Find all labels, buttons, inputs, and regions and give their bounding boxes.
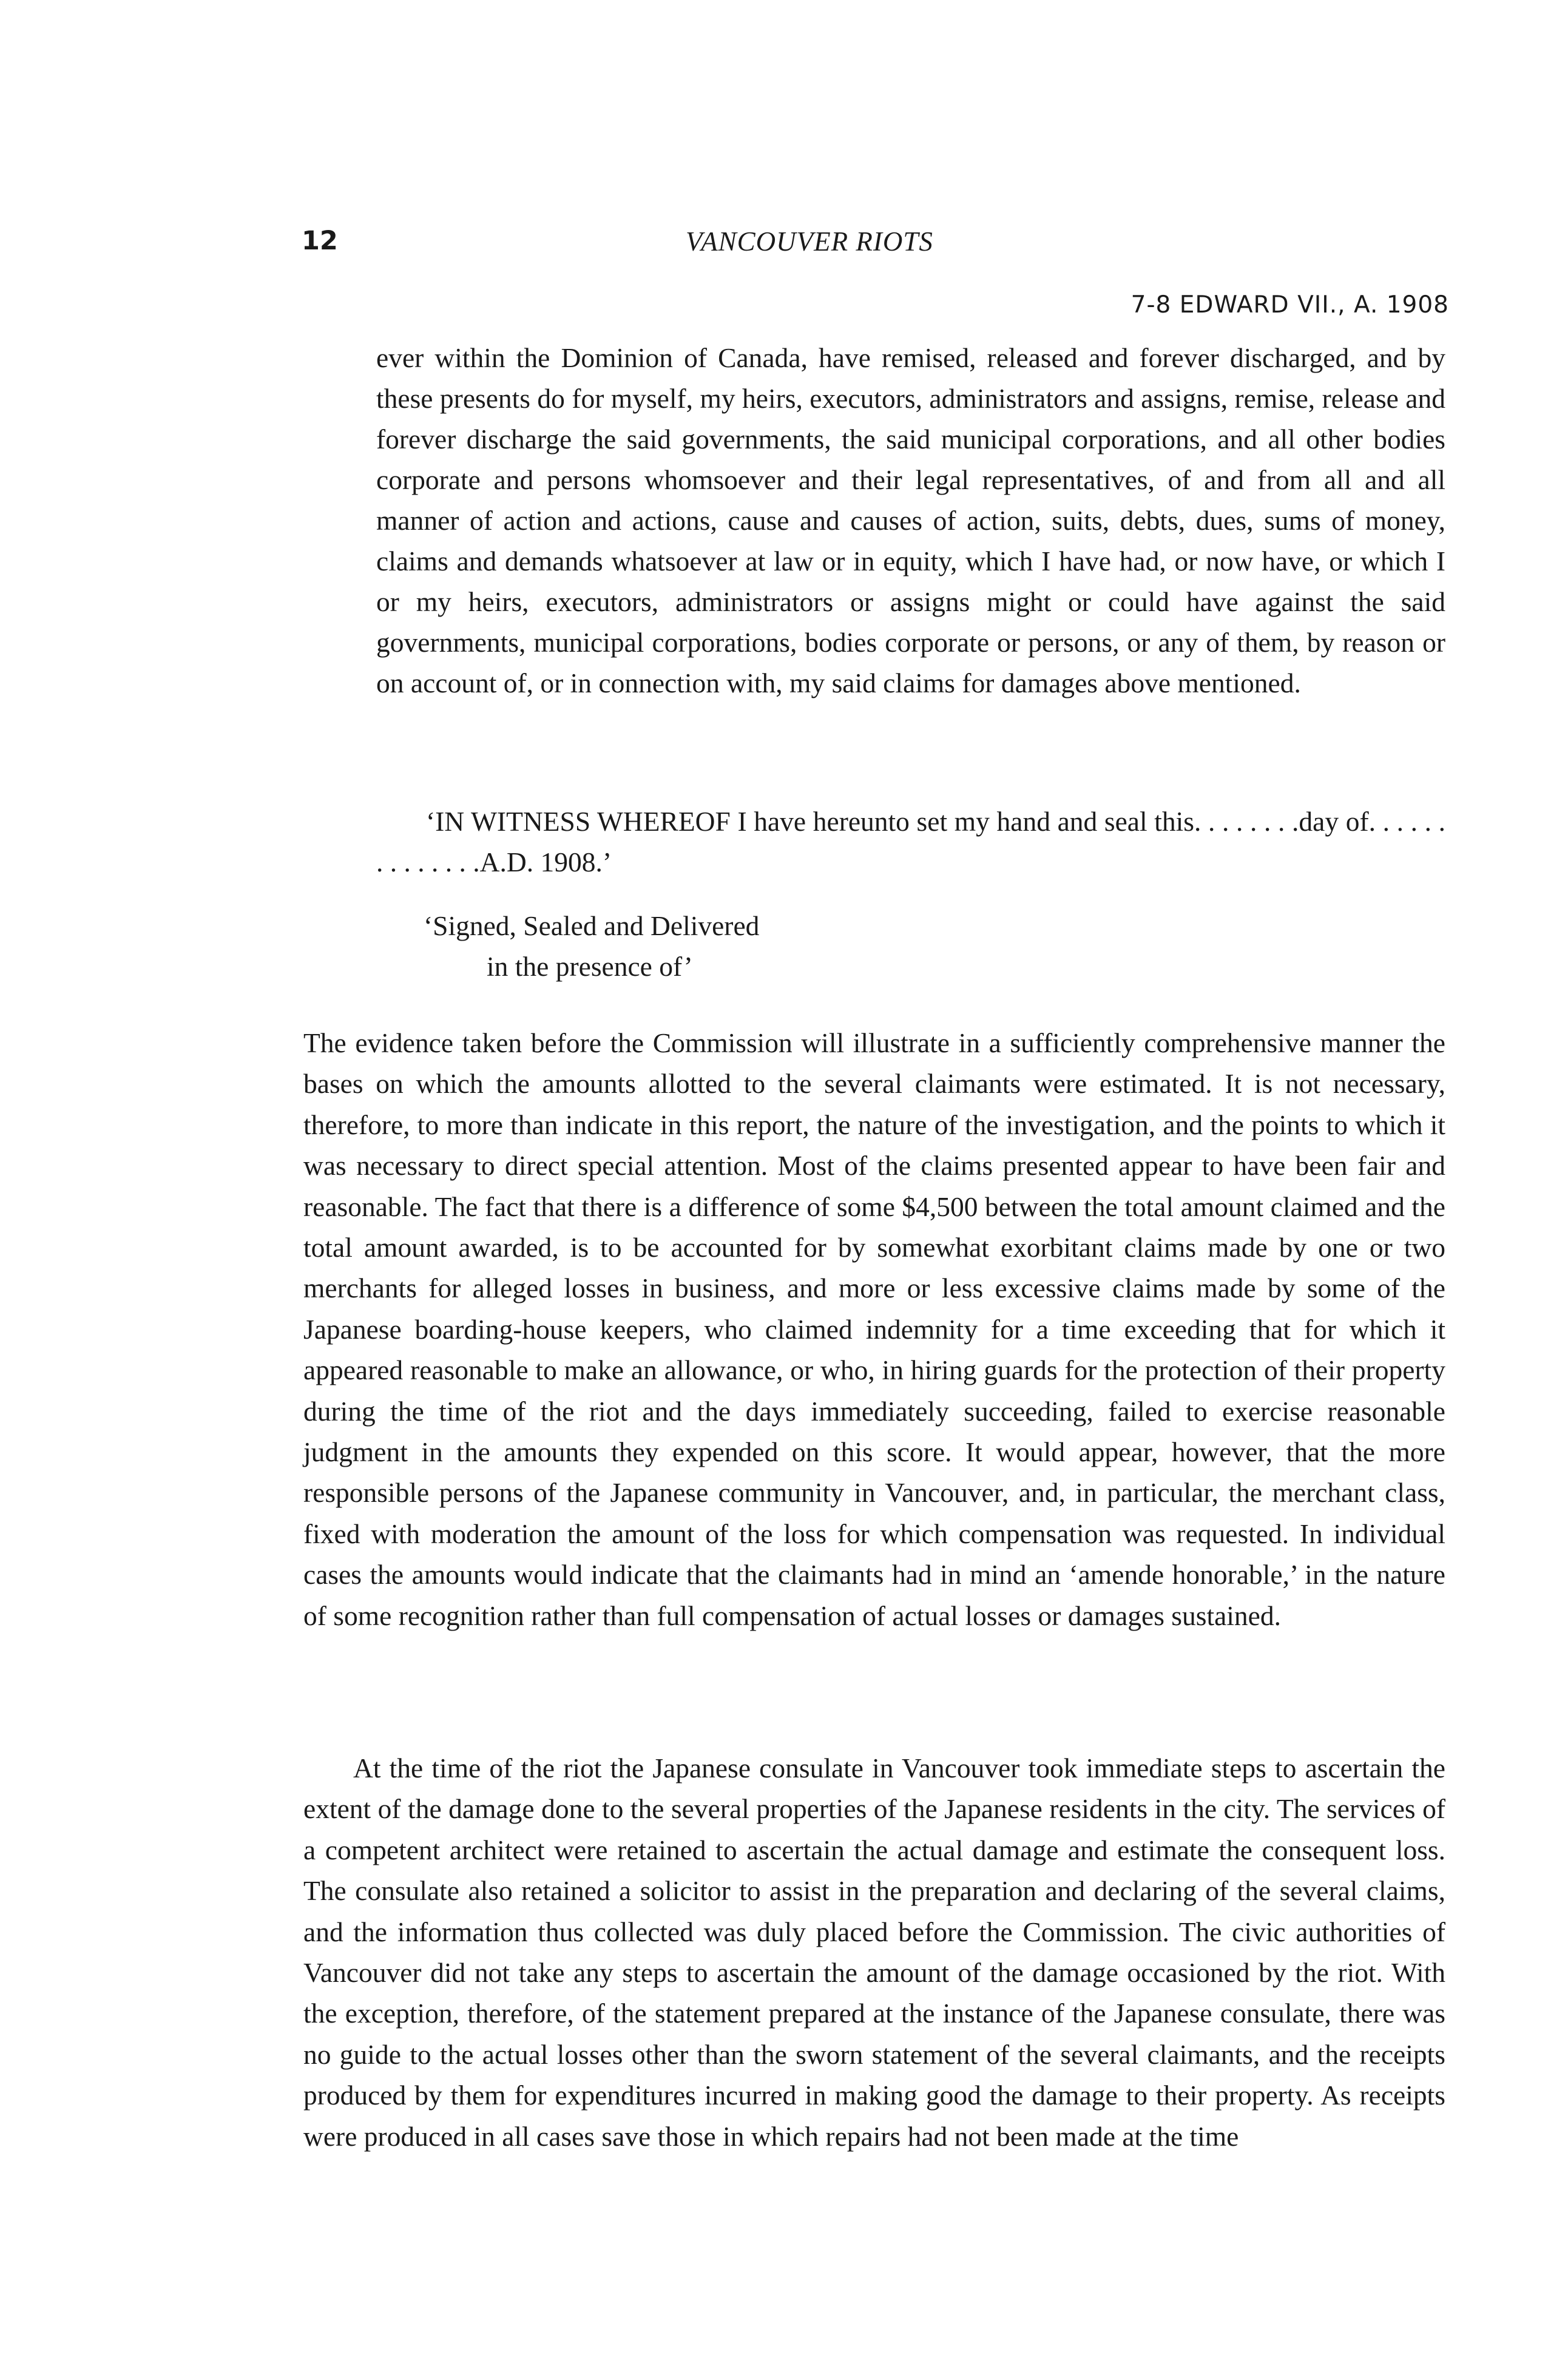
signed-line-2: in the presence of’ xyxy=(487,951,693,982)
release-text: ever within the Dominion of Canada, have remised, released and forever discharged, and by these presents do for myself, my heirs, executors, administrators and assigns, remise, release and forever discharge the said governments, the said municipal corporations, and all other bodies corporate and persons whomsoever and their legal representatives, of and from all and all manner of action and actions, cause and causes of action, suits, debts, dues, sums of money, claims and demands whatsoever at law or in equity, which I have had, or now have, or which I or my heirs, executors, administrators or assigns might or could have against the said governments, municipal corporations, bodies corporate or persons, or any of them, by reason or on account of, or in connection with, my said claims for damages above mentioned. xyxy=(376,342,1445,698)
session-label: 7-8 EDWARD VII., A. 1908 xyxy=(1130,291,1449,319)
page-header xyxy=(0,226,1568,262)
paragraph-text: At the time of the riot the Japanese consulate in Vancouver took immediate steps to ascertain the extent of the damage done to the several properties of the Japanese residents in the city. The services of a competent architect were retained to ascertain the actual damage and estimate the consequent loss. The consulate also retained a solicitor to assist in the preparation and declaring of the several claims, and the information thus collected was duly placed before the Commission. The civic authorities of Vancouver did not take any steps to ascertain the amount of the damage occasioned by the riot. With the exception, therefore, of the statement prepared at the instance of the Japanese consulate, there was no guide to the actual losses other than the sworn statement of the several claimants, and the receipts produced by them for expenditures incurred in making good the damage to their property. As receipts were produced in all cases save those in which repairs had not been made at the time xyxy=(303,1753,1445,2152)
witness-clause xyxy=(376,801,1445,882)
release-clause xyxy=(376,337,1445,703)
paragraph-text: The evidence taken before the Commission will illustrate in a sufficiently comprehensive manner the bases on which the amounts allotted to the several claimants were estimated. It is not necessary, therefore, to more than indicate in this report, the nature of the investigation, and the points to which it was necessary to direct special attention. Most of the claims presented appear to have been fair and reasonable. The fact that there is a difference of some $4,500 between the total amount claimed and the total amount awarded, is to be accounted for by somewhat exorbitant claims made by one or two merchants for alleged losses in business, and more or less excessive claims made by some of the Japanese boarding-house keepers, who claimed indemnity for a time exceeding that for which it appeared reasonable to make an allowance, or who, in hiring guards for the protection of their property during the time of the riot and the days immediately succeeding, failed to exercise reasonable judgment in the amounts they expended on this score. It would appear, however, that the more responsible persons of the Japanese community in Vancouver, and, in particular, the merchant class, fixed with moderation the amount of the loss for which compensation was requested. In individual cases the amounts would indicate that the claimants had in mind an ‘amende honorable,’ in the nature of some recognition rather than full compensation of actual losses or damages sustained. xyxy=(303,1027,1445,1631)
signed-line-1: ‘Signed, Sealed and Delivered xyxy=(424,910,760,941)
witness-text: ‘IN WITNESS WHEREOF I have hereunto set my hand and seal this. . . . . . . .day of. . . . . . . . . . . . . .A.D. 1908.’ xyxy=(376,806,1445,877)
page-number: 12 xyxy=(302,226,338,256)
body-paragraph-1 xyxy=(303,1023,1445,1636)
signature-block xyxy=(424,905,759,987)
body-paragraph-2 xyxy=(303,1748,1445,2157)
running-title: VANCOUVER RIOTS xyxy=(686,226,933,257)
